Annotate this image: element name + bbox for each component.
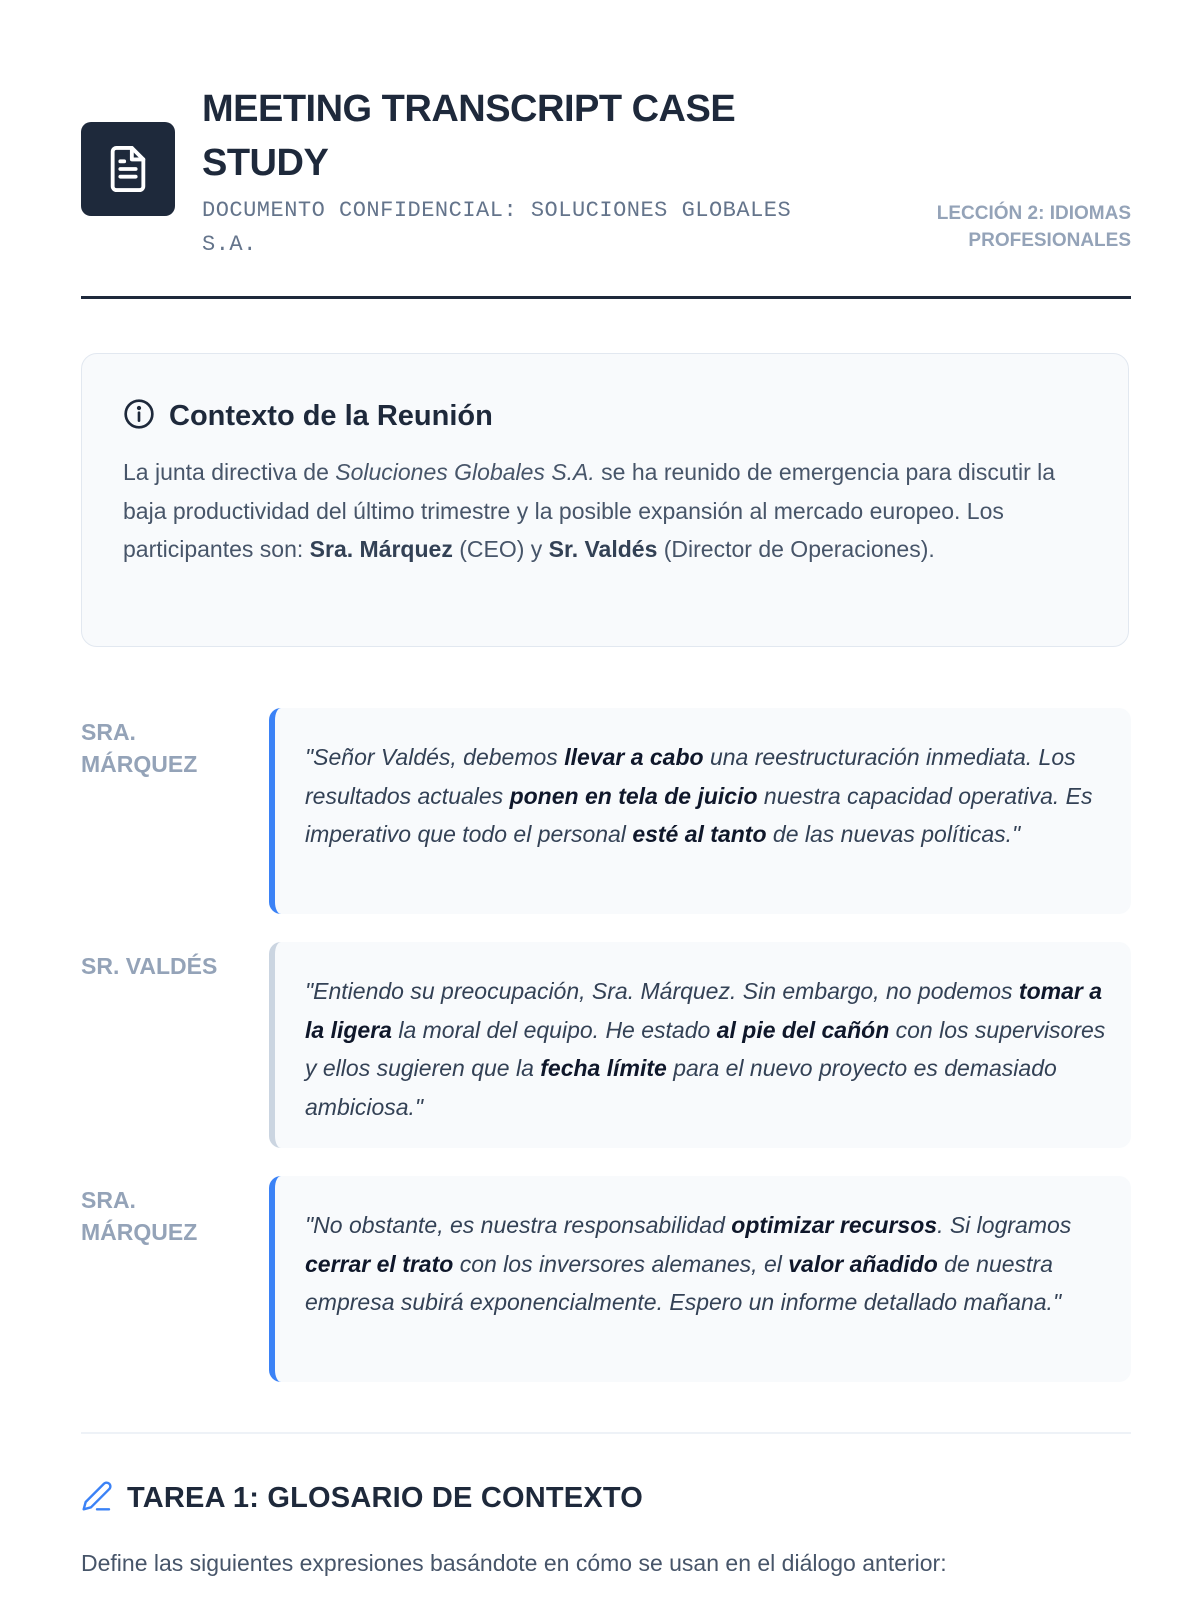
dialogue-text: "No obstante, es nuestra responsabilidad: [305, 1212, 732, 1238]
key-expression: esté al tanto: [632, 821, 767, 847]
dialogue-text: con los supervisores y ellos sugieren que la: [305, 1016, 1106, 1081]
header-divider: [81, 296, 1131, 299]
key-expression: fecha límite: [540, 1055, 667, 1081]
dialogue-text: de nuestra empresa subirá exponencialmente. Espero un informe detallado mañana.": [305, 1250, 1062, 1315]
dialogue-text: nuestra capacidad operativa. Es imperativo que todo el personal: [305, 782, 1093, 847]
speaker-label: SRA. MÁRQUEZ: [81, 719, 198, 777]
dialogue-text: "Entiendo su preocupación, Sra. Márquez. Sin embargo, no podemos: [305, 978, 1019, 1004]
key-expression: valor añadido: [788, 1250, 938, 1277]
key-expression: optimizar recursos: [731, 1212, 938, 1238]
context-text: [123, 453, 1088, 569]
context-text-part: (Director de Operaciones).: [657, 536, 935, 562]
section-divider: [81, 1432, 1131, 1434]
speaker-label: SR. VALDÉS: [81, 953, 218, 979]
dialogue-text: una reestructuración inmediata. Los resultados actuales: [305, 744, 1076, 809]
dialogue-bubble: [269, 708, 1131, 914]
dialogue-bubble: [269, 942, 1131, 1148]
dialogue-text: . Si logramos: [937, 1212, 1072, 1238]
context-title: Contexto de la Reunión: [169, 400, 493, 432]
context-card: [81, 353, 1129, 647]
speaker-label: SRA. MÁRQUEZ: [81, 1187, 198, 1245]
pencil-icon: [81, 1480, 113, 1517]
dialogue-bubble: [269, 1176, 1131, 1382]
dialogue-text: de las nuevas políticas.": [766, 821, 1021, 847]
context-text-part: La junta directiva de: [123, 459, 336, 485]
task-title: TAREA 1: GLOSARIO DE CONTEXTO: [127, 1482, 644, 1514]
participant-name: Sr. Valdés: [548, 536, 658, 562]
key-expression: llevar a cabo: [564, 744, 704, 770]
context-header: [123, 398, 1088, 435]
document-icon: [81, 122, 175, 216]
dialogue-text: para el nuevo proyecto es demasiado ambiciosa.": [305, 1055, 1057, 1120]
participant-name: Sra. Márquez: [309, 536, 453, 562]
info-icon: [123, 398, 155, 435]
context-text-part: (CEO) y: [452, 536, 549, 562]
page-title: MEETING TRANSCRIPT CASE STUDY: [202, 88, 736, 184]
dialogue-text: con los inversores alemanes, el: [453, 1250, 789, 1277]
key-expression: cerrar el trato: [305, 1250, 454, 1277]
task-header: [81, 1480, 643, 1517]
key-expression: al pie del cañón: [716, 1016, 890, 1043]
document-subtitle: DOCUMENTO CONFIDENCIAL: SOLUCIONES GLOBALES S.A.: [202, 198, 792, 257]
key-expression: tomar a la ligera: [305, 978, 1103, 1043]
context-text-part: se ha reunido de emergencia para discutir la baja productividad del último trimestre y la posible expansión al mercado europeo. Los participantes son:: [123, 459, 1056, 562]
document-header: [81, 82, 1131, 292]
lesson-label: LECCIÓN 2: IDIOMAS PROFESIONALES: [936, 203, 1131, 251]
task-description: Define las siguientes expresiones basándote en cómo se usan en el diálogo anterior:: [81, 1550, 947, 1576]
title-block: [202, 82, 802, 262]
key-expression: ponen en tela de juicio: [509, 782, 758, 809]
dialogue-text: la moral del equipo. He estado: [391, 1016, 717, 1043]
dialogue-text: "Señor Valdés, debemos: [305, 744, 565, 770]
company-name: Soluciones Globales S.A.: [335, 459, 595, 485]
